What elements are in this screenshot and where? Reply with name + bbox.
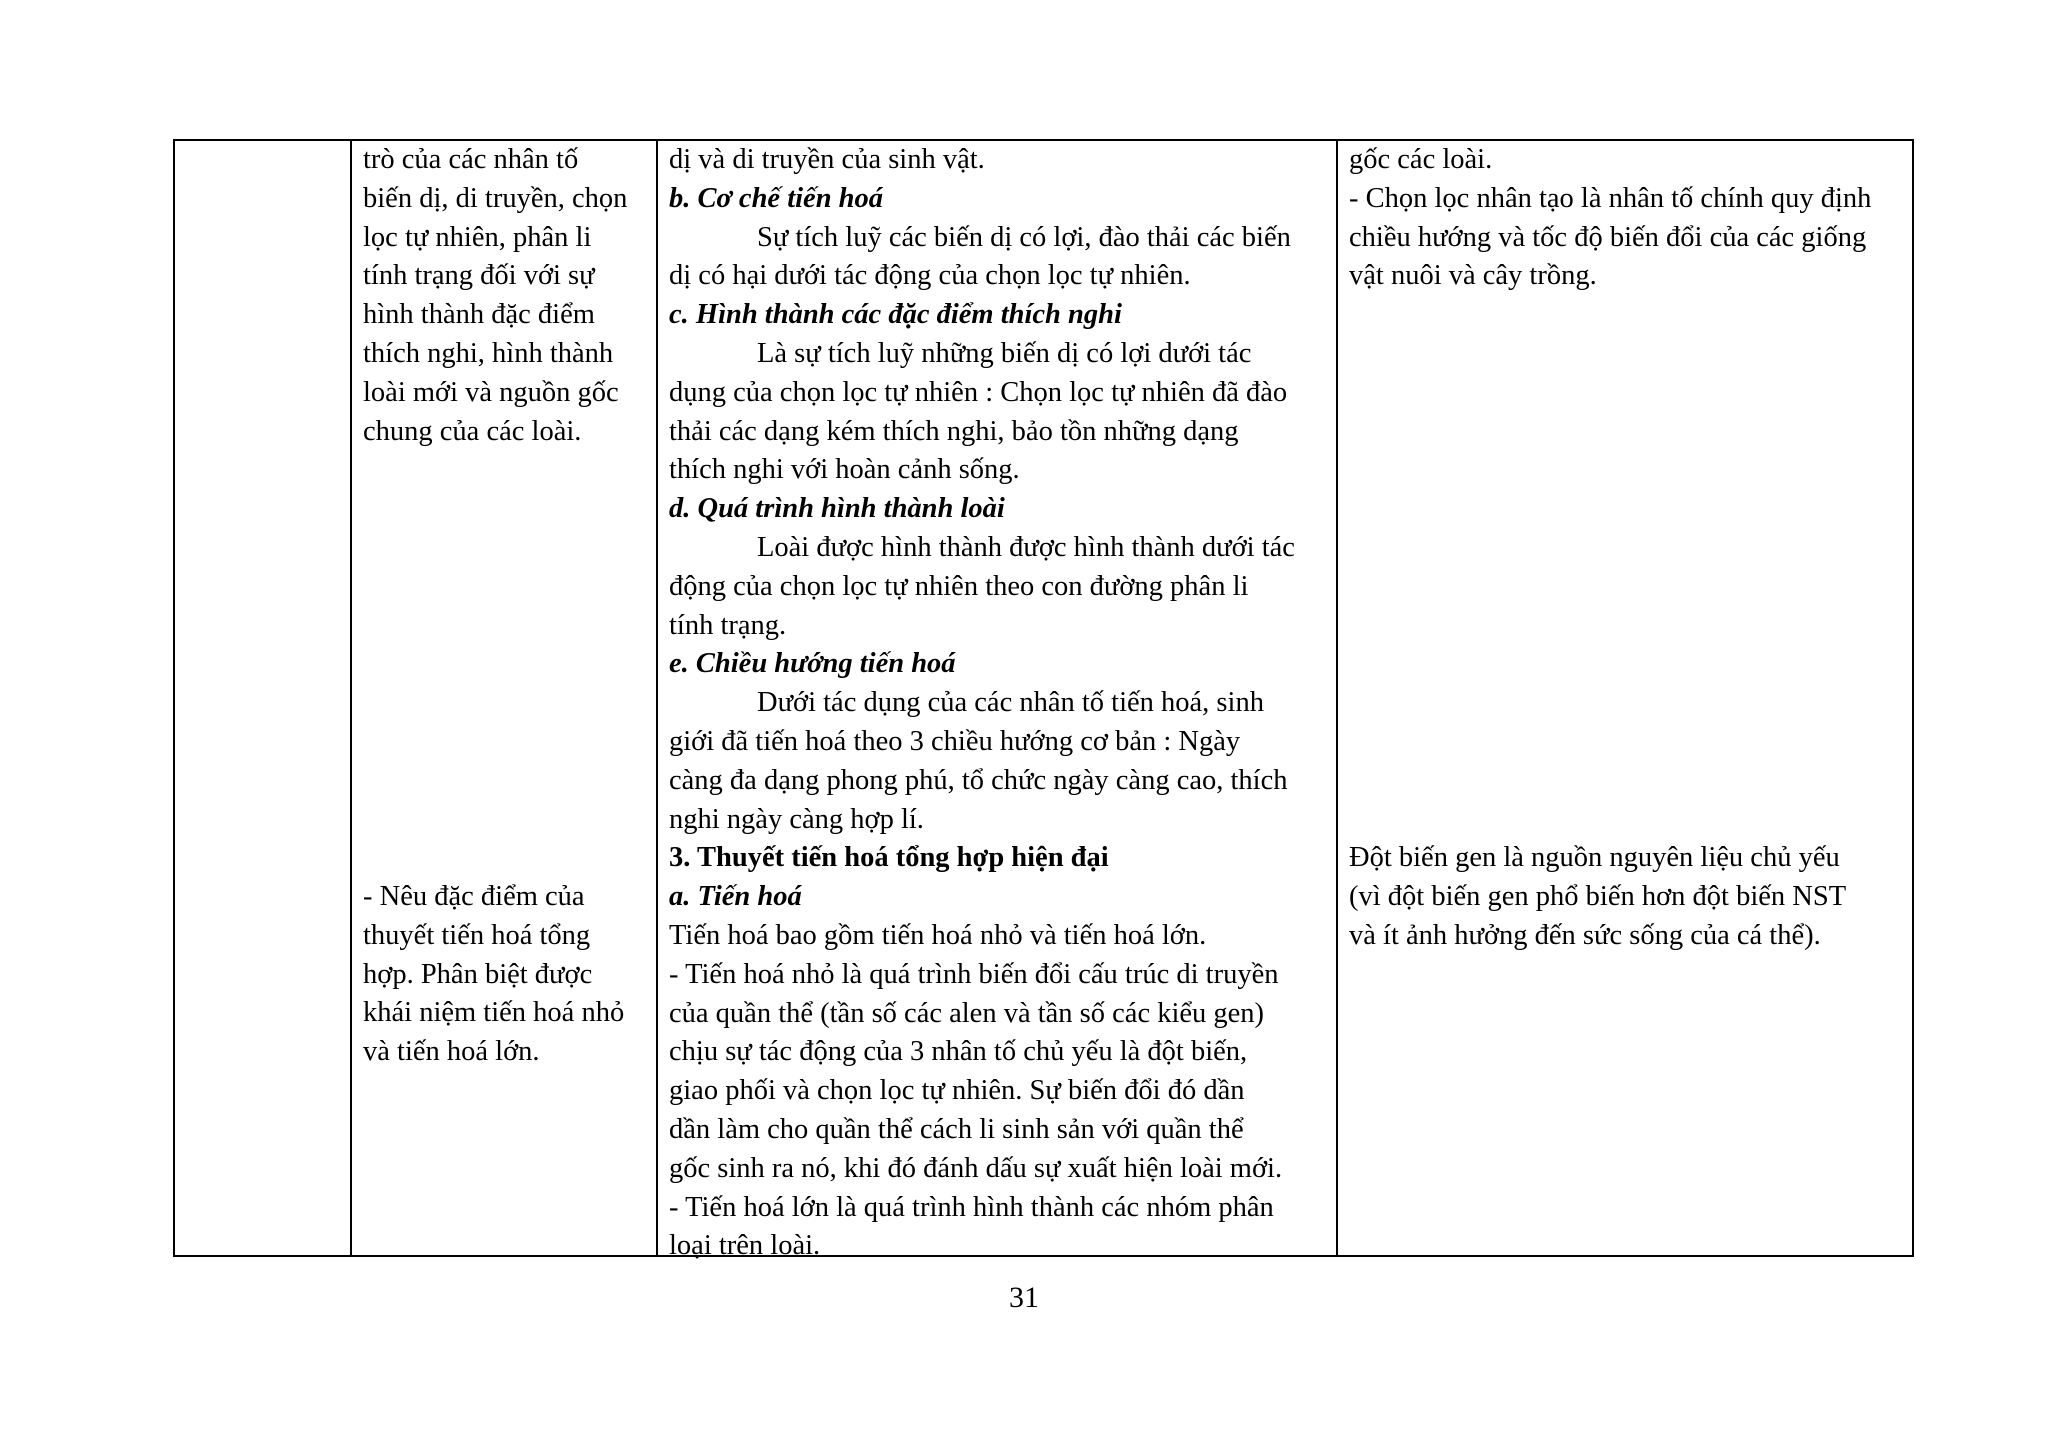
text-line: và ít ảnh hưởng đến sức sống của cá thể). bbox=[1349, 919, 1821, 951]
paragraph-line: - Tiến hoá lớn là quá trình hình thành các nhóm phân bbox=[669, 1191, 1274, 1223]
subsection-heading: d. Quá trình hình thành loài bbox=[669, 493, 1005, 525]
document-table bbox=[173, 139, 1914, 1262]
paragraph-line: loại trên loài. bbox=[669, 1230, 821, 1262]
paragraph-line: Dưới tác dụng của các nhân tố tiến hoá, sinh bbox=[757, 687, 1264, 719]
text-line: chiều hướng và tốc độ biến đổi của các giống bbox=[1349, 221, 1867, 253]
text-line: trò của các nhân tố bbox=[363, 144, 579, 175]
paragraph-line: thích nghi với hoàn cảnh sống. bbox=[669, 454, 1020, 486]
text-line: lọc tự nhiên, phân li bbox=[363, 221, 592, 253]
paragraph-line: tính trạng. bbox=[669, 609, 787, 641]
text-line: hình thành đặc điểm bbox=[363, 299, 595, 331]
column-divider bbox=[350, 141, 352, 1255]
notes-cell bbox=[1349, 141, 1872, 951]
paragraph-line: dụng của chọn lọc tự nhiên : Chọn lọc tự nhiên đã đào bbox=[669, 376, 1288, 408]
paragraph-line: chịu sự tác động của 3 nhân tố chủ yếu là đột biến, bbox=[669, 1036, 1248, 1068]
text-line: loài mới và nguồn gốc bbox=[363, 376, 619, 408]
paragraph-line: dị có hại dưới tác động của chọn lọc tự nhiên. bbox=[669, 260, 1191, 292]
paragraph-line: dần làm cho quần thể cách li sinh sản với quần thể bbox=[669, 1113, 1244, 1145]
text-line: (vì đột biến gen phổ biến hơn đột biến NST bbox=[1349, 880, 1847, 912]
paragraph-line: Tiến hoá bao gồm tiến hoá nhỏ và tiến hoá lớn. bbox=[669, 919, 1207, 951]
text-line: - Nêu đặc điểm của bbox=[363, 881, 585, 912]
subsection-heading: c. Hình thành các đặc điểm thích nghi bbox=[669, 299, 1122, 331]
content-cell bbox=[669, 141, 1295, 1266]
text-line: chung của các loài. bbox=[363, 415, 582, 447]
paragraph-line: của quần thể (tần số các alen và tần số các kiểu gen) bbox=[669, 997, 1265, 1029]
column-divider bbox=[1336, 141, 1338, 1255]
paragraph-line: nghi ngày càng hợp lí. bbox=[669, 803, 924, 835]
subsection-heading: b. Cơ chế tiến hoá bbox=[669, 182, 884, 214]
paragraph-line: gốc sinh ra nó, khi đó đánh dấu sự xuất hiện loài mới. bbox=[669, 1152, 1283, 1184]
paragraph-line: Sự tích luỹ các biến dị có lợi, đào thải các biến bbox=[757, 221, 1291, 253]
paragraph-line: dị và di truyền của sinh vật. bbox=[669, 144, 985, 175]
paragraph-line: thải các dạng kém thích nghi, bảo tồn những dạng bbox=[669, 415, 1239, 447]
paragraph-line: giới đã tiến hoá theo 3 chiều hướng cơ bản : Ngày bbox=[669, 725, 1241, 757]
text-line: gốc các loài. bbox=[1349, 144, 1493, 175]
text-line: khái niệm tiến hoá nhỏ bbox=[363, 997, 625, 1029]
objectives-top-block bbox=[363, 141, 627, 451]
text-line: tính trạng đối với sự bbox=[363, 260, 595, 292]
subsection-heading: e. Chiều hướng tiến hoá bbox=[669, 648, 956, 680]
column-divider bbox=[656, 141, 658, 1255]
text-line: Đột biến gen là nguồn nguyên liệu chủ yếu bbox=[1349, 842, 1840, 873]
objectives-cell bbox=[363, 141, 628, 1068]
page-number: 31 bbox=[1009, 1281, 1039, 1314]
paragraph-line: động của chọn lọc tự nhiên theo con đường phân li bbox=[669, 570, 1249, 602]
paragraph-line: - Tiến hoá nhỏ là quá trình biến đổi cấu trúc di truyền bbox=[669, 958, 1279, 990]
notes-top-block bbox=[1349, 141, 1871, 296]
subsection-heading: a. Tiến hoá bbox=[669, 881, 802, 913]
text-line: biến dị, di truyền, chọn bbox=[363, 182, 628, 214]
text-line: hợp. Phân biệt được bbox=[363, 958, 593, 990]
text-line: - Chọn lọc nhân tạo là nhân tố chính quy định bbox=[1349, 182, 1872, 214]
notes-bottom-block bbox=[1349, 839, 1846, 955]
text-line: vật nuôi và cây trồng. bbox=[1349, 260, 1597, 292]
paragraph-line: Là sự tích luỹ những biến dị có lợi dưới tác bbox=[757, 337, 1252, 369]
objectives-bottom-block bbox=[363, 878, 624, 1072]
paragraph-line: càng đa dạng phong phú, tổ chức ngày càng cao, thích bbox=[669, 764, 1288, 796]
text-line: và tiến hoá lớn. bbox=[363, 1036, 540, 1068]
paragraph-line: giao phối và chọn lọc tự nhiên. Sự biến đổi đó dần bbox=[669, 1075, 1245, 1107]
paragraph-line: Loài được hình thành được hình thành dưới tác bbox=[757, 531, 1295, 563]
text-line: thuyết tiến hoá tổng bbox=[363, 919, 591, 951]
section-heading: 3. Thuyết tiến hoá tổng hợp hiện đại bbox=[669, 842, 1109, 874]
text-line: thích nghi, hình thành bbox=[363, 337, 614, 369]
